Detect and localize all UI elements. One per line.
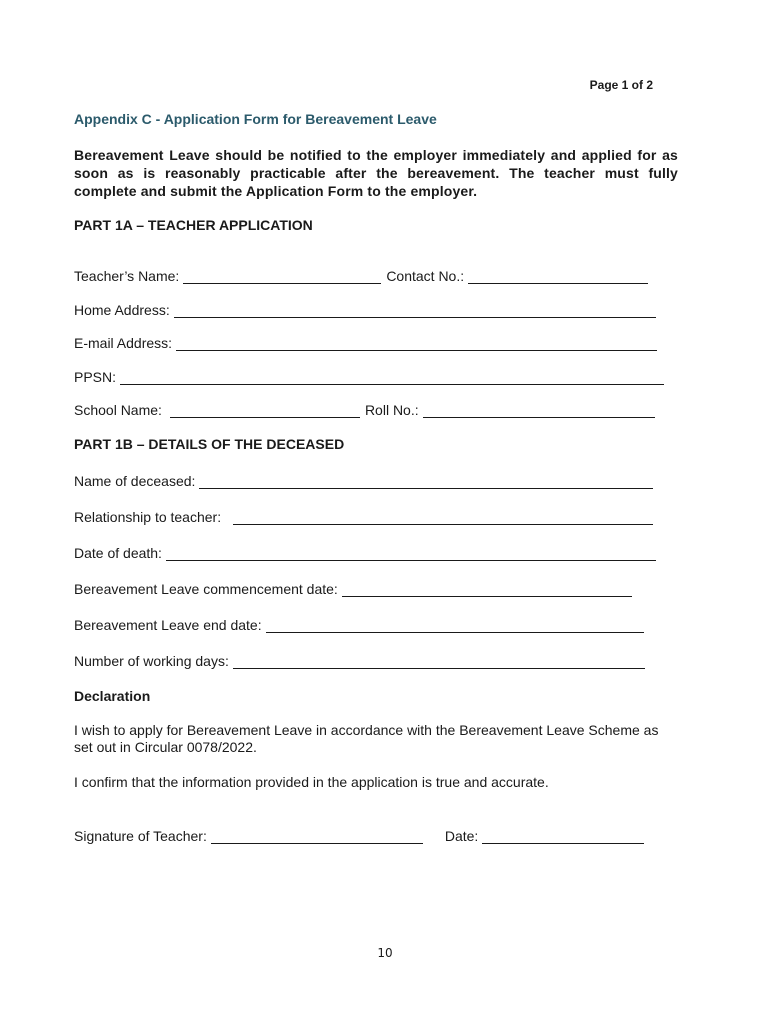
email-row (74, 333, 657, 351)
intro-paragraph: Bereavement Leave should be notified to the employer immediately and applied for as soon as is reasonably practicable after the bereavement. The teacher must fully complete and submit the Application Form to the employer. (74, 147, 678, 199)
working-days-label: Number of working days: (74, 653, 229, 669)
home-address-field[interactable] (174, 304, 656, 318)
date-field[interactable] (482, 830, 644, 844)
email-field[interactable] (176, 337, 657, 351)
home-address-row (74, 300, 656, 318)
ppsn-field[interactable] (120, 371, 664, 385)
working-days-field[interactable] (233, 655, 645, 669)
roll-no-field[interactable] (423, 404, 655, 418)
date-of-death-field[interactable] (166, 547, 656, 561)
signature-label: Signature of Teacher: (74, 828, 207, 844)
relationship-label: Relationship to teacher: (74, 509, 222, 525)
date-of-death-row (74, 543, 656, 561)
end-date-field[interactable] (266, 619, 644, 633)
declaration-statement-2: I confirm that the information provided in the application is true and accurate. (74, 774, 549, 790)
roll-no-label: Roll No.: (364, 402, 419, 418)
school-name-label: School Name: (74, 402, 162, 418)
ppsn-label: PPSN: (74, 369, 117, 385)
deceased-name-row (74, 471, 653, 489)
end-date-row (74, 615, 644, 633)
commencement-row (74, 579, 632, 597)
teacher-name-field[interactable] (183, 270, 381, 284)
ppsn-row (74, 367, 664, 385)
teacher-name-contact-row (74, 266, 648, 284)
contact-label: Contact No.: (386, 268, 465, 284)
form-title: Appendix C - Application Form for Bereavement Leave (74, 111, 437, 127)
part-1b-heading: PART 1B – DETAILS OF THE DECEASED (74, 436, 345, 452)
date-of-death-label: Date of death: (74, 545, 162, 561)
school-name-field[interactable] (170, 404, 360, 418)
email-label: E-mail Address: (74, 335, 173, 351)
working-days-row (74, 651, 645, 669)
page-number: 10 (377, 946, 393, 960)
deceased-name-field[interactable] (199, 475, 653, 489)
signature-field[interactable] (211, 830, 423, 844)
home-address-label: Home Address: (74, 302, 170, 318)
school-roll-row (74, 400, 655, 418)
declaration-heading: Declaration (74, 688, 151, 704)
commencement-label: Bereavement Leave commencement date: (74, 581, 338, 597)
end-date-label: Bereavement Leave end date: (74, 617, 262, 633)
relationship-field[interactable] (233, 511, 653, 525)
signature-date-row (74, 826, 644, 844)
declaration-statement-1: I wish to apply for Bereavement Leave in accordance with the Bereavement Leave Scheme as set out in Circular 0078/2022. (74, 722, 659, 755)
part-1a-heading: PART 1A – TEACHER APPLICATION (74, 217, 313, 233)
teacher-name-label: Teacher’s Name: (74, 268, 180, 284)
relationship-row (74, 507, 653, 525)
date-label: Date: (444, 828, 479, 844)
contact-field[interactable] (468, 270, 648, 284)
page-label: Page 1 of 2 (589, 78, 653, 92)
commencement-field[interactable] (342, 583, 632, 597)
deceased-name-label: Name of deceased: (74, 473, 196, 489)
